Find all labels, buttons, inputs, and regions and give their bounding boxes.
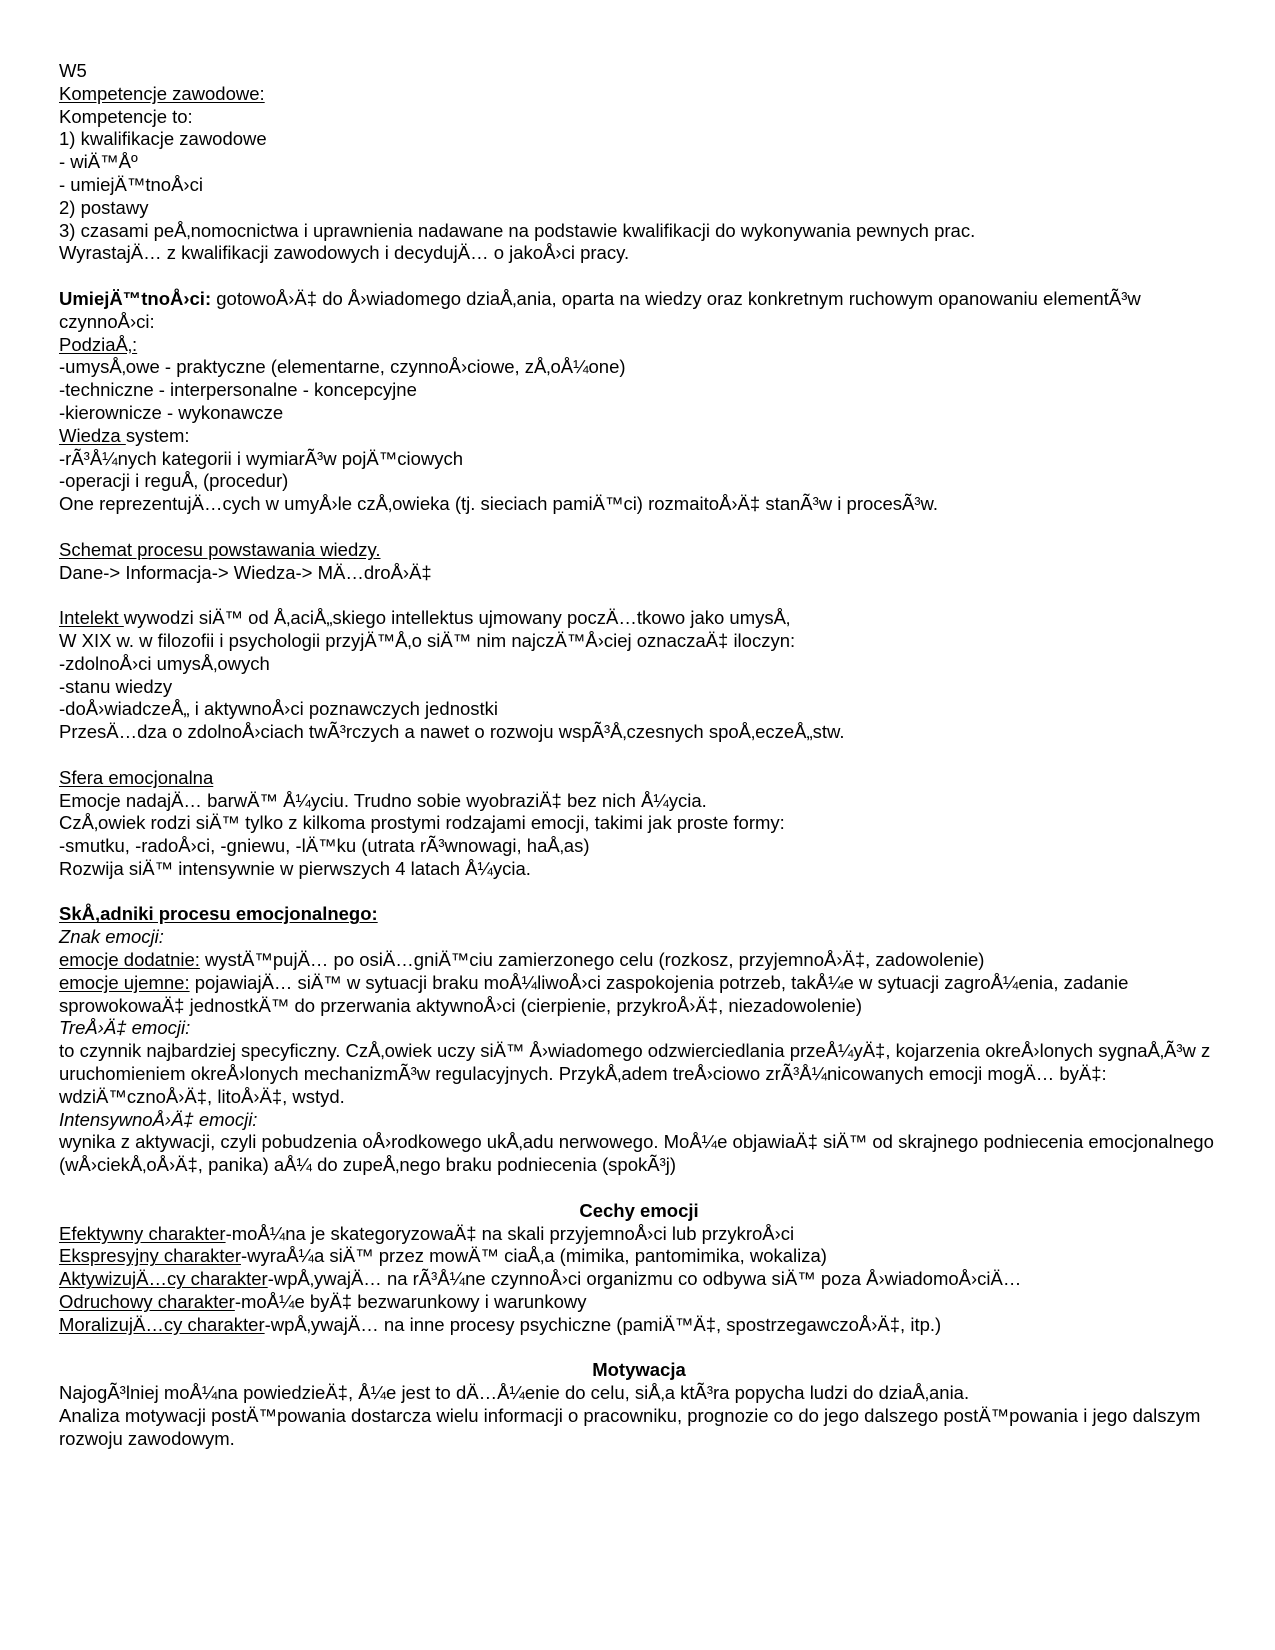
emotion-text: Rozwija siÄ™ intensywnie w pierwszych 4 latach Å¼ycia. (59, 857, 531, 879)
content-heading: TreÅ›Ä‡ emocji: (59, 1017, 191, 1039)
motivation-heading: Motywacja (592, 1359, 686, 1381)
trait-text: -wpÅ‚ywajÄ… na inne procesy psychiczne (pamiÄ™Ä‡, spostrzegawczoÅ›Ä‡, itp.) (264, 1313, 942, 1335)
trait-term: Odruchowy charakter (59, 1291, 235, 1313)
spacer (59, 1337, 1219, 1360)
spacer (59, 516, 1219, 539)
competences-subitem: - umiejÄ™tnoÅ›ci (59, 173, 203, 195)
trait-text: -moÅ¼e byÄ‡ bezwarunkowy i warunkowy (234, 1291, 587, 1313)
skills-term: UmiejÄ™tnoÅ›ci: (59, 287, 212, 309)
emotion-heading: Sfera emocjonalna (59, 766, 214, 788)
sign-heading: Znak emocji: (59, 926, 164, 948)
spacer (59, 584, 1219, 607)
negative-emotions (59, 972, 1219, 1018)
spacer (59, 1177, 1219, 1200)
emotion-text: Emocje nadajÄ… barwÄ™ Å¼yciu. Trudno sobie wyobraziÄ‡ bez nich Å¼ycia. (59, 789, 707, 811)
content-text: to czynnik najbardziej specyficzny. CzÅ‚owiek uczy siÄ™ Å›wiadomego odzwierciedlania przeÅ¼yÄ‡, kojarzenia okreÅ›lonych sygnaÅ‚Ã³w z uruchomieniem okreÅ›lonych mechanizmÃ³w regulacyjnych. PrzykÅ‚adem treÅ›ciowo zrÃ³Å¼nicowanych emocji mogÄ… byÄ‡: wdziÄ™cznoÅ›Ä‡, litoÅ›Ä‡, wstyd. (59, 1040, 1211, 1107)
trait-item (59, 1291, 1219, 1314)
intellect-item: -stanu wiedzy (59, 675, 173, 697)
intellect-text: W XIX w. w filozofii i psychologii przyjÄ™Å‚o siÄ™ nim najczÄ™Å›ciej oznaczaÄ‡ iloczyn: (59, 629, 796, 651)
intellect-term: Intelekt (59, 607, 124, 629)
lecture-code: W5 (59, 60, 87, 81)
skills-definition (59, 288, 1219, 334)
intellect-item: -zdolnoÅ›ci umysÅ‚owych (59, 652, 270, 674)
emotion-text: -smutku, -radoÅ›ci, -gniewu, -lÄ™ku (utrata rÃ³wnowagi, haÅ‚as) (59, 835, 590, 857)
trait-item (59, 1223, 1219, 1246)
schema-heading: Schemat procesu powstawania wiedzy. (59, 538, 381, 560)
motivation-text: Analiza motywacji postÄ™powania dostarcza wielu informacji o pracowniku, prognozie co do jego dalszego postÄ™powania i jego dalszym rozwoju zawodowym. (59, 1405, 1201, 1449)
spacer (59, 881, 1219, 904)
competences-item-3: 3) czasami peÅ‚nomocnictwa i uprawnienia nadawane na podstawie kwalifikacji do wykonywania pewnych prac. (59, 219, 976, 241)
spacer (59, 744, 1219, 767)
knowledge-line (59, 425, 1219, 448)
positive-term: emocje dodatnie: (59, 949, 200, 971)
trait-item (59, 1268, 1219, 1291)
document-body (59, 60, 1219, 1451)
intellect-text: wywodzi siÄ™ od Å‚aciÅ„skiego intellektus ujmowany poczÄ…tkowo jako umysÅ‚ (123, 607, 791, 629)
motivation-text: NajogÃ³lniej moÅ¼na powiedzieÄ‡, Å¼e jest to dÄ…Å¼enie do celu, siÅ‚a ktÃ³ra popycha ludzi do dziaÅ‚ania. (59, 1382, 970, 1404)
intensity-heading: IntensywnoÅ›Ä‡ emocji: (59, 1108, 258, 1130)
knowledge-item: -operacji i reguÅ‚ (procedur) (59, 470, 289, 492)
traits-heading: Cechy emocji (579, 1199, 699, 1221)
spacer (59, 265, 1219, 288)
trait-item (59, 1314, 1219, 1337)
trait-text: -wyraÅ¼a siÄ™ przez mowÄ™ ciaÅ‚a (mimika, pantomimika, wokaliza) (240, 1245, 827, 1267)
intellect-summary: PrzesÄ…dza o zdolnoÅ›ciach twÃ³rczych a nawet o rozwoju wspÃ³Å‚czesnych spoÅ‚eczeÅ„stw. (59, 721, 845, 743)
positive-text: wystÄ™pujÄ… po osiÄ…gniÄ™ciu zamierzonego celu (rozkosz, przyjemnoÅ›Ä‡, zadowolenie) (199, 949, 985, 971)
competences-item-1: 1) kwalifikacje zawodowe (59, 128, 267, 150)
trait-text: -wpÅ‚ywajÄ… na rÃ³Å¼ne czynnoÅ›ci organizmu co odbywa siÄ™ poza Å›wiadomoÅ›ciÄ… (267, 1268, 1022, 1290)
division-item: -kierownicze - wykonawcze (59, 401, 284, 423)
negative-term: emocje ujemne: (59, 971, 190, 993)
knowledge-text: system: (125, 424, 190, 446)
intellect-line (59, 607, 1219, 630)
knowledge-item: -rÃ³Å¼nych kategorii i wymiarÃ³w pojÄ™ciowych (59, 447, 464, 469)
trait-term: MoralizujÄ…cy charakter (59, 1313, 265, 1335)
competences-intro: Kompetencje to: (59, 105, 193, 127)
negative-text: pojawiajÄ… siÄ™ w sytuacji braku moÅ¼liwoÅ›ci zaspokojenia potrzeb, takÅ¼e w sytuacji zagroÅ¼enia, zadanie sprowokowaÄ‡ jednostkÄ™ do przerwania aktywnoÅ›ci (cierpienie, przykroÅ›Ä‡, niezadowolenie) (59, 971, 1129, 1016)
knowledge-term: Wiedza (59, 424, 126, 446)
skills-text: gotowoÅ›Ä‡ do Å›wiadomego dziaÅ‚ania, oparta na wiedzy oraz konkretnym ruchowym opanowaniu elementÃ³w czynnoÅ›ci: (59, 287, 1141, 332)
division-item: -umysÅ‚owe - praktyczne (elementarne, czynnoÅ›ciowe, zÅ‚oÅ¼one) (59, 356, 626, 378)
trait-term: Ekspresyjny charakter (59, 1245, 241, 1267)
emotion-text: CzÅ‚owiek rodzi siÄ™ tylko z kilkoma prostymi rodzajami emocji, takimi jak proste formy: (59, 812, 785, 834)
intellect-item: -doÅ›wiadczeÅ„ i aktywnoÅ›ci poznawczych jednostki (59, 698, 499, 720)
division-item: -techniczne - interpersonalne - koncepcyjne (59, 379, 417, 401)
trait-item (59, 1245, 1219, 1268)
components-heading: SkÅ‚adniki procesu emocjonalnego: (59, 903, 378, 925)
intensity-text: wynika z aktywacji, czyli pobudzenia oÅ›rodkowego ukÅ‚adu nerwowego. MoÅ¼e objawiaÄ‡ siÄ™ od skrajnego podniecenia emocjonalnego (wÅ›ciekÅ‚oÅ›Ä‡, panika) aÅ¼ do zupeÅ‚nego braku podniecenia (spokÃ³j) (59, 1131, 1214, 1176)
positive-emotions (59, 949, 1219, 972)
schema-chain: Dane-> Informacja-> Wiedza-> MÄ…droÅ›Ä‡ (59, 561, 432, 583)
trait-text: -moÅ¼na je skategoryzowaÄ‡ na skali przyjemnoÅ›ci lub przykroÅ›ci (225, 1222, 795, 1244)
division-heading: PodziaÅ‚: (59, 333, 138, 355)
competences-subitem: - wiÄ™Åº (59, 151, 138, 173)
competences-heading: Kompetencje zawodowe: (59, 82, 265, 104)
knowledge-summary: One reprezentujÄ…cych w umyÅ›le czÅ‚owieka (tj. sieciach pamiÄ™ci) rozmaitoÅ›Ä‡ stanÃ³w i procesÃ³w. (59, 493, 939, 515)
trait-term: Efektywny charakter (59, 1222, 226, 1244)
competences-summary: WyrastajÄ… z kwalifikacji zawodowych i decydujÄ… o jakoÅ›ci pracy. (59, 242, 630, 264)
competences-item-2: 2) postawy (59, 196, 149, 218)
trait-term: AktywizujÄ…cy charakter (59, 1268, 268, 1290)
